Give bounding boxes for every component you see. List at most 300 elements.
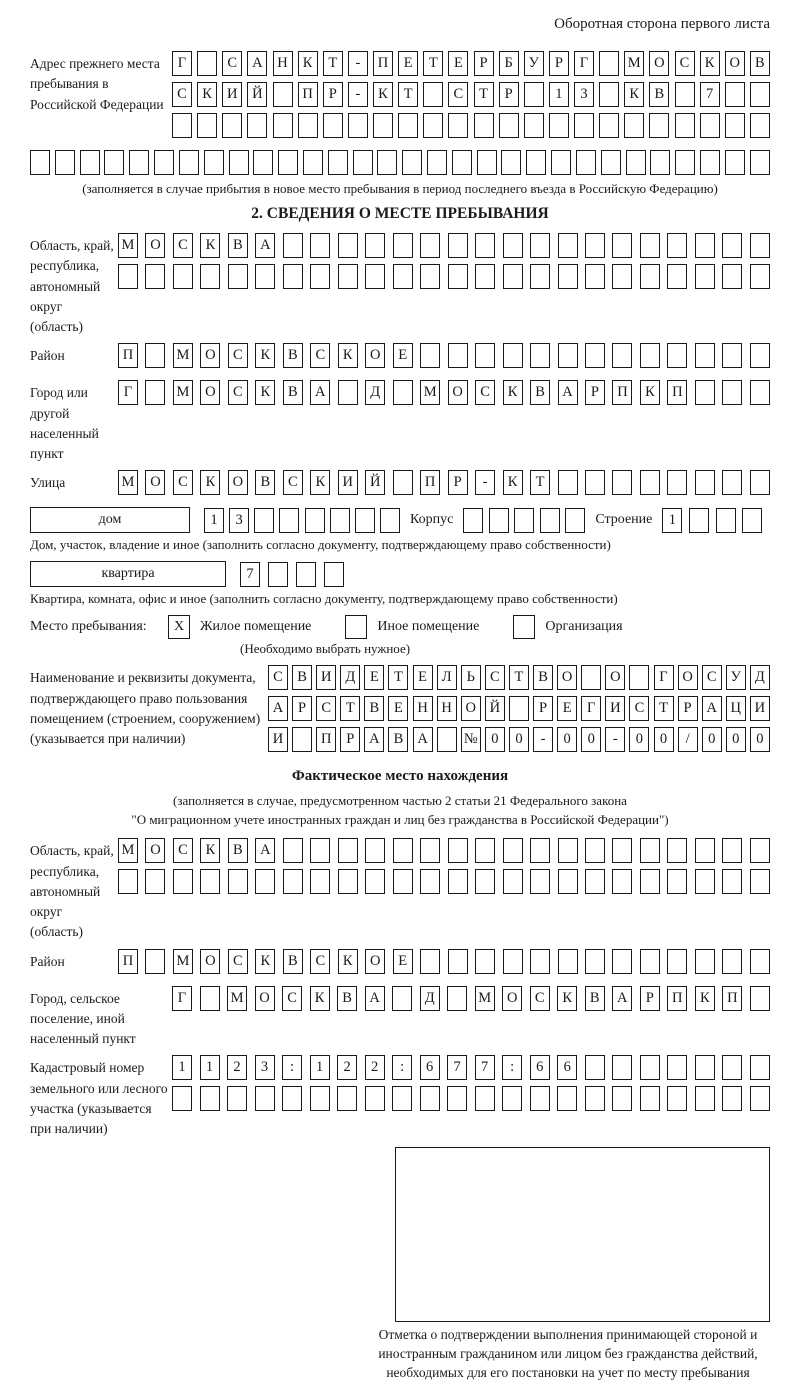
- char-cell[interactable]: О: [200, 343, 220, 368]
- char-cell[interactable]: [599, 113, 619, 138]
- char-cell[interactable]: [303, 150, 323, 175]
- char-cell[interactable]: [722, 470, 742, 495]
- char-cell[interactable]: Р: [323, 82, 343, 107]
- stay-type-checkbox-residential[interactable]: X: [168, 615, 190, 639]
- char-cell[interactable]: [695, 470, 715, 495]
- char-cell[interactable]: [524, 113, 544, 138]
- char-cell[interactable]: [448, 233, 468, 258]
- char-cell[interactable]: К: [310, 986, 330, 1011]
- char-cell[interactable]: [477, 150, 497, 175]
- char-cell[interactable]: 0: [629, 727, 649, 752]
- char-cell[interactable]: [725, 82, 745, 107]
- char-cell[interactable]: [172, 113, 192, 138]
- char-cell[interactable]: О: [448, 380, 468, 405]
- char-cell[interactable]: [393, 470, 413, 495]
- char-cell[interactable]: Т: [323, 51, 343, 76]
- char-cell[interactable]: [273, 113, 293, 138]
- char-cell[interactable]: И: [338, 470, 358, 495]
- char-cell[interactable]: [253, 150, 273, 175]
- char-cell[interactable]: [452, 150, 472, 175]
- char-cell[interactable]: [200, 986, 220, 1011]
- char-cell[interactable]: К: [255, 949, 275, 974]
- char-cell[interactable]: [695, 838, 715, 863]
- char-cell[interactable]: [750, 380, 770, 405]
- char-cell[interactable]: О: [365, 343, 385, 368]
- char-cell[interactable]: [640, 869, 660, 894]
- char-cell[interactable]: [526, 150, 546, 175]
- char-cell[interactable]: О: [605, 665, 625, 690]
- char-cell[interactable]: [695, 869, 715, 894]
- char-cell[interactable]: [228, 264, 248, 289]
- char-cell[interactable]: [475, 949, 495, 974]
- char-cell[interactable]: :: [282, 1055, 302, 1080]
- char-cell[interactable]: [695, 343, 715, 368]
- char-cell[interactable]: П: [667, 986, 687, 1011]
- char-cell[interactable]: [355, 508, 375, 533]
- char-cell[interactable]: 0: [485, 727, 505, 752]
- char-cell[interactable]: Т: [654, 696, 674, 721]
- char-cell[interactable]: [667, 1055, 687, 1080]
- char-cell[interactable]: И: [222, 82, 242, 107]
- char-cell[interactable]: С: [173, 838, 193, 863]
- char-cell[interactable]: Т: [423, 51, 443, 76]
- char-cell[interactable]: [80, 150, 100, 175]
- char-cell[interactable]: [118, 869, 138, 894]
- char-cell[interactable]: [667, 869, 687, 894]
- char-cell[interactable]: П: [420, 470, 440, 495]
- char-cell[interactable]: [348, 113, 368, 138]
- char-cell[interactable]: В: [649, 82, 669, 107]
- char-cell[interactable]: Т: [340, 696, 360, 721]
- char-cell[interactable]: [475, 838, 495, 863]
- char-cell[interactable]: М: [173, 343, 193, 368]
- char-cell[interactable]: [612, 869, 632, 894]
- char-cell[interactable]: Р: [640, 986, 660, 1011]
- char-cell[interactable]: [750, 233, 770, 258]
- char-cell[interactable]: В: [530, 380, 550, 405]
- char-cell[interactable]: [393, 264, 413, 289]
- char-cell[interactable]: С: [173, 233, 193, 258]
- char-cell[interactable]: [667, 949, 687, 974]
- char-cell[interactable]: [695, 380, 715, 405]
- char-cell[interactable]: [750, 949, 770, 974]
- char-cell[interactable]: С: [485, 665, 505, 690]
- char-cell[interactable]: К: [338, 343, 358, 368]
- char-cell[interactable]: Л: [437, 665, 457, 690]
- char-cell[interactable]: М: [227, 986, 247, 1011]
- char-cell[interactable]: [393, 869, 413, 894]
- char-cell[interactable]: О: [557, 665, 577, 690]
- char-cell[interactable]: А: [558, 380, 578, 405]
- char-cell[interactable]: 2: [365, 1055, 385, 1080]
- char-cell[interactable]: Г: [654, 665, 674, 690]
- char-cell[interactable]: [585, 869, 605, 894]
- char-cell[interactable]: С: [310, 949, 330, 974]
- char-cell[interactable]: Р: [499, 82, 519, 107]
- char-cell[interactable]: 6: [557, 1055, 577, 1080]
- char-cell[interactable]: [530, 1086, 550, 1111]
- char-cell[interactable]: [420, 1086, 440, 1111]
- char-cell[interactable]: Ц: [726, 696, 746, 721]
- char-cell[interactable]: /: [678, 727, 698, 752]
- char-cell[interactable]: С: [228, 380, 248, 405]
- char-cell[interactable]: В: [364, 696, 384, 721]
- char-cell[interactable]: П: [722, 986, 742, 1011]
- char-cell[interactable]: №: [461, 727, 481, 752]
- char-cell[interactable]: Т: [398, 82, 418, 107]
- char-cell[interactable]: [558, 264, 578, 289]
- char-cell[interactable]: А: [612, 986, 632, 1011]
- char-cell[interactable]: -: [475, 470, 495, 495]
- char-cell[interactable]: [447, 1086, 467, 1111]
- char-cell[interactable]: [750, 470, 770, 495]
- char-cell[interactable]: [667, 264, 687, 289]
- char-cell[interactable]: [392, 986, 412, 1011]
- char-cell[interactable]: 1: [200, 1055, 220, 1080]
- char-cell[interactable]: [750, 82, 770, 107]
- char-cell[interactable]: [365, 838, 385, 863]
- char-cell[interactable]: [448, 838, 468, 863]
- char-cell[interactable]: [585, 470, 605, 495]
- char-cell[interactable]: [695, 264, 715, 289]
- char-cell[interactable]: [565, 508, 585, 533]
- char-cell[interactable]: Е: [557, 696, 577, 721]
- char-cell[interactable]: [557, 1086, 577, 1111]
- char-cell[interactable]: В: [228, 838, 248, 863]
- char-cell[interactable]: К: [200, 838, 220, 863]
- char-cell[interactable]: -: [348, 82, 368, 107]
- char-cell[interactable]: Р: [448, 470, 468, 495]
- char-cell[interactable]: [675, 82, 695, 107]
- char-cell[interactable]: [273, 82, 293, 107]
- char-cell[interactable]: П: [373, 51, 393, 76]
- char-cell[interactable]: [365, 264, 385, 289]
- char-cell[interactable]: 7: [475, 1055, 495, 1080]
- char-cell[interactable]: Г: [172, 986, 192, 1011]
- char-cell[interactable]: [750, 264, 770, 289]
- char-cell[interactable]: М: [624, 51, 644, 76]
- char-cell[interactable]: [722, 949, 742, 974]
- char-cell[interactable]: [448, 869, 468, 894]
- char-cell[interactable]: [475, 1086, 495, 1111]
- char-cell[interactable]: [420, 343, 440, 368]
- char-cell[interactable]: [667, 838, 687, 863]
- char-cell[interactable]: С: [675, 51, 695, 76]
- char-cell[interactable]: [197, 51, 217, 76]
- char-cell[interactable]: О: [228, 470, 248, 495]
- char-cell[interactable]: О: [461, 696, 481, 721]
- char-cell[interactable]: [474, 113, 494, 138]
- char-cell[interactable]: Г: [574, 51, 594, 76]
- char-cell[interactable]: Н: [413, 696, 433, 721]
- char-cell[interactable]: О: [145, 470, 165, 495]
- char-cell[interactable]: Р: [678, 696, 698, 721]
- char-cell[interactable]: М: [173, 380, 193, 405]
- char-cell[interactable]: [585, 233, 605, 258]
- char-cell[interactable]: [278, 150, 298, 175]
- char-cell[interactable]: [338, 838, 358, 863]
- char-cell[interactable]: [173, 264, 193, 289]
- char-cell[interactable]: [393, 838, 413, 863]
- char-cell[interactable]: [624, 113, 644, 138]
- char-cell[interactable]: [222, 113, 242, 138]
- char-cell[interactable]: С: [228, 343, 248, 368]
- char-cell[interactable]: [30, 150, 50, 175]
- char-cell[interactable]: [398, 113, 418, 138]
- char-cell[interactable]: [447, 986, 467, 1011]
- char-cell[interactable]: М: [118, 470, 138, 495]
- char-cell[interactable]: [310, 264, 330, 289]
- char-cell[interactable]: [200, 264, 220, 289]
- char-cell[interactable]: К: [700, 51, 720, 76]
- char-cell[interactable]: [689, 508, 709, 533]
- char-cell[interactable]: Т: [474, 82, 494, 107]
- char-cell[interactable]: 0: [750, 727, 770, 752]
- char-cell[interactable]: С: [283, 470, 303, 495]
- char-cell[interactable]: [310, 838, 330, 863]
- char-cell[interactable]: [558, 233, 578, 258]
- char-cell[interactable]: [585, 1055, 605, 1080]
- char-cell[interactable]: [742, 508, 762, 533]
- char-cell[interactable]: И: [268, 727, 288, 752]
- char-cell[interactable]: [574, 113, 594, 138]
- char-cell[interactable]: [640, 1055, 660, 1080]
- char-cell[interactable]: [437, 727, 457, 752]
- char-cell[interactable]: [626, 150, 646, 175]
- char-cell[interactable]: Т: [388, 665, 408, 690]
- char-cell[interactable]: В: [388, 727, 408, 752]
- char-cell[interactable]: А: [702, 696, 722, 721]
- char-cell[interactable]: К: [373, 82, 393, 107]
- char-cell[interactable]: Н: [273, 51, 293, 76]
- char-cell[interactable]: [750, 150, 770, 175]
- char-cell[interactable]: К: [255, 380, 275, 405]
- char-cell[interactable]: К: [503, 470, 523, 495]
- char-cell[interactable]: С: [475, 380, 495, 405]
- char-cell[interactable]: [599, 82, 619, 107]
- char-cell[interactable]: :: [392, 1055, 412, 1080]
- char-cell[interactable]: Г: [581, 696, 601, 721]
- char-cell[interactable]: [524, 82, 544, 107]
- char-cell[interactable]: 6: [530, 1055, 550, 1080]
- char-cell[interactable]: [145, 869, 165, 894]
- char-cell[interactable]: С: [228, 949, 248, 974]
- char-cell[interactable]: [503, 264, 523, 289]
- char-cell[interactable]: [514, 508, 534, 533]
- char-cell[interactable]: [530, 949, 550, 974]
- char-cell[interactable]: [667, 1086, 687, 1111]
- char-cell[interactable]: [365, 869, 385, 894]
- char-cell[interactable]: К: [695, 986, 715, 1011]
- char-cell[interactable]: [200, 1086, 220, 1111]
- char-cell[interactable]: Р: [585, 380, 605, 405]
- char-cell[interactable]: 0: [726, 727, 746, 752]
- char-cell[interactable]: Г: [172, 51, 192, 76]
- char-cell[interactable]: [725, 150, 745, 175]
- char-cell[interactable]: [612, 838, 632, 863]
- char-cell[interactable]: [722, 233, 742, 258]
- char-cell[interactable]: [330, 508, 350, 533]
- char-cell[interactable]: [145, 380, 165, 405]
- char-cell[interactable]: О: [200, 949, 220, 974]
- char-cell[interactable]: О: [200, 380, 220, 405]
- char-cell[interactable]: [145, 949, 165, 974]
- char-cell[interactable]: [549, 113, 569, 138]
- char-cell[interactable]: [750, 838, 770, 863]
- char-cell[interactable]: С: [173, 470, 193, 495]
- char-cell[interactable]: [640, 233, 660, 258]
- char-cell[interactable]: [420, 949, 440, 974]
- char-cell[interactable]: 1: [549, 82, 569, 107]
- char-cell[interactable]: [503, 949, 523, 974]
- char-cell[interactable]: [420, 838, 440, 863]
- char-cell[interactable]: О: [725, 51, 745, 76]
- char-cell[interactable]: [722, 838, 742, 863]
- char-cell[interactable]: [310, 869, 330, 894]
- char-cell[interactable]: [292, 727, 312, 752]
- char-cell[interactable]: [179, 150, 199, 175]
- char-cell[interactable]: [283, 264, 303, 289]
- char-cell[interactable]: И: [316, 665, 336, 690]
- char-cell[interactable]: [475, 264, 495, 289]
- char-cell[interactable]: [695, 1086, 715, 1111]
- char-cell[interactable]: М: [173, 949, 193, 974]
- char-cell[interactable]: [377, 150, 397, 175]
- char-cell[interactable]: [283, 233, 303, 258]
- char-cell[interactable]: Й: [485, 696, 505, 721]
- char-cell[interactable]: 0: [702, 727, 722, 752]
- char-cell[interactable]: А: [255, 838, 275, 863]
- char-cell[interactable]: [172, 1086, 192, 1111]
- char-cell[interactable]: [601, 150, 621, 175]
- char-cell[interactable]: [393, 233, 413, 258]
- char-cell[interactable]: [338, 869, 358, 894]
- char-cell[interactable]: [558, 470, 578, 495]
- char-cell[interactable]: [427, 150, 447, 175]
- char-cell[interactable]: [154, 150, 174, 175]
- char-cell[interactable]: [649, 113, 669, 138]
- char-cell[interactable]: [255, 1086, 275, 1111]
- char-cell[interactable]: [145, 264, 165, 289]
- char-cell[interactable]: [750, 343, 770, 368]
- char-cell[interactable]: [373, 113, 393, 138]
- char-cell[interactable]: А: [310, 380, 330, 405]
- char-cell[interactable]: П: [298, 82, 318, 107]
- char-cell[interactable]: С: [222, 51, 242, 76]
- char-cell[interactable]: [750, 113, 770, 138]
- char-cell[interactable]: [530, 264, 550, 289]
- char-cell[interactable]: К: [298, 51, 318, 76]
- char-cell[interactable]: И: [605, 696, 625, 721]
- char-cell[interactable]: [667, 470, 687, 495]
- char-cell[interactable]: К: [310, 470, 330, 495]
- char-cell[interactable]: А: [364, 727, 384, 752]
- char-cell[interactable]: -: [533, 727, 553, 752]
- char-cell[interactable]: А: [365, 986, 385, 1011]
- char-cell[interactable]: [503, 233, 523, 258]
- char-cell[interactable]: О: [365, 949, 385, 974]
- char-cell[interactable]: -: [605, 727, 625, 752]
- char-cell[interactable]: С: [310, 343, 330, 368]
- char-cell[interactable]: [695, 949, 715, 974]
- char-cell[interactable]: О: [145, 838, 165, 863]
- char-cell[interactable]: 3: [255, 1055, 275, 1080]
- char-cell[interactable]: [540, 508, 560, 533]
- char-cell[interactable]: Ь: [461, 665, 481, 690]
- char-cell[interactable]: [448, 949, 468, 974]
- char-cell[interactable]: С: [702, 665, 722, 690]
- char-cell[interactable]: [558, 949, 578, 974]
- char-cell[interactable]: [585, 838, 605, 863]
- char-cell[interactable]: А: [255, 233, 275, 258]
- char-cell[interactable]: С: [172, 82, 192, 107]
- char-cell[interactable]: Д: [420, 986, 440, 1011]
- char-cell[interactable]: Д: [750, 665, 770, 690]
- char-cell[interactable]: К: [557, 986, 577, 1011]
- char-cell[interactable]: [585, 1086, 605, 1111]
- stay-type-checkbox-organization[interactable]: [513, 615, 535, 639]
- char-cell[interactable]: Н: [437, 696, 457, 721]
- char-cell[interactable]: [229, 150, 249, 175]
- char-cell[interactable]: [296, 562, 316, 587]
- char-cell[interactable]: 0: [581, 727, 601, 752]
- char-cell[interactable]: [499, 113, 519, 138]
- char-cell[interactable]: [722, 1055, 742, 1080]
- char-cell[interactable]: 7: [700, 82, 720, 107]
- char-cell[interactable]: Е: [388, 696, 408, 721]
- char-cell[interactable]: [558, 343, 578, 368]
- char-cell[interactable]: [255, 869, 275, 894]
- char-cell[interactable]: 2: [337, 1055, 357, 1080]
- char-cell[interactable]: К: [640, 380, 660, 405]
- char-cell[interactable]: В: [283, 949, 303, 974]
- char-cell[interactable]: [530, 869, 550, 894]
- char-cell[interactable]: [305, 508, 325, 533]
- char-cell[interactable]: А: [247, 51, 267, 76]
- char-cell[interactable]: [503, 869, 523, 894]
- char-cell[interactable]: [268, 562, 288, 587]
- char-cell[interactable]: О: [145, 233, 165, 258]
- char-cell[interactable]: П: [316, 727, 336, 752]
- char-cell[interactable]: [323, 113, 343, 138]
- char-cell[interactable]: [328, 150, 348, 175]
- char-cell[interactable]: [338, 264, 358, 289]
- char-cell[interactable]: К: [338, 949, 358, 974]
- char-cell[interactable]: [420, 233, 440, 258]
- char-cell[interactable]: И: [750, 696, 770, 721]
- char-cell[interactable]: Й: [247, 82, 267, 107]
- char-cell[interactable]: [298, 113, 318, 138]
- char-cell[interactable]: 7: [447, 1055, 467, 1080]
- char-cell[interactable]: [475, 233, 495, 258]
- char-cell[interactable]: К: [200, 233, 220, 258]
- char-cell[interactable]: [475, 869, 495, 894]
- char-cell[interactable]: [475, 343, 495, 368]
- char-cell[interactable]: В: [585, 986, 605, 1011]
- char-cell[interactable]: С: [282, 986, 302, 1011]
- char-cell[interactable]: [448, 343, 468, 368]
- char-cell[interactable]: [750, 1055, 770, 1080]
- char-cell[interactable]: [393, 380, 413, 405]
- char-cell[interactable]: У: [524, 51, 544, 76]
- char-cell[interactable]: [576, 150, 596, 175]
- char-cell[interactable]: [502, 1086, 522, 1111]
- char-cell[interactable]: О: [678, 665, 698, 690]
- char-cell[interactable]: [725, 113, 745, 138]
- char-cell[interactable]: Р: [549, 51, 569, 76]
- char-cell[interactable]: [612, 343, 632, 368]
- char-cell[interactable]: 1: [662, 508, 682, 533]
